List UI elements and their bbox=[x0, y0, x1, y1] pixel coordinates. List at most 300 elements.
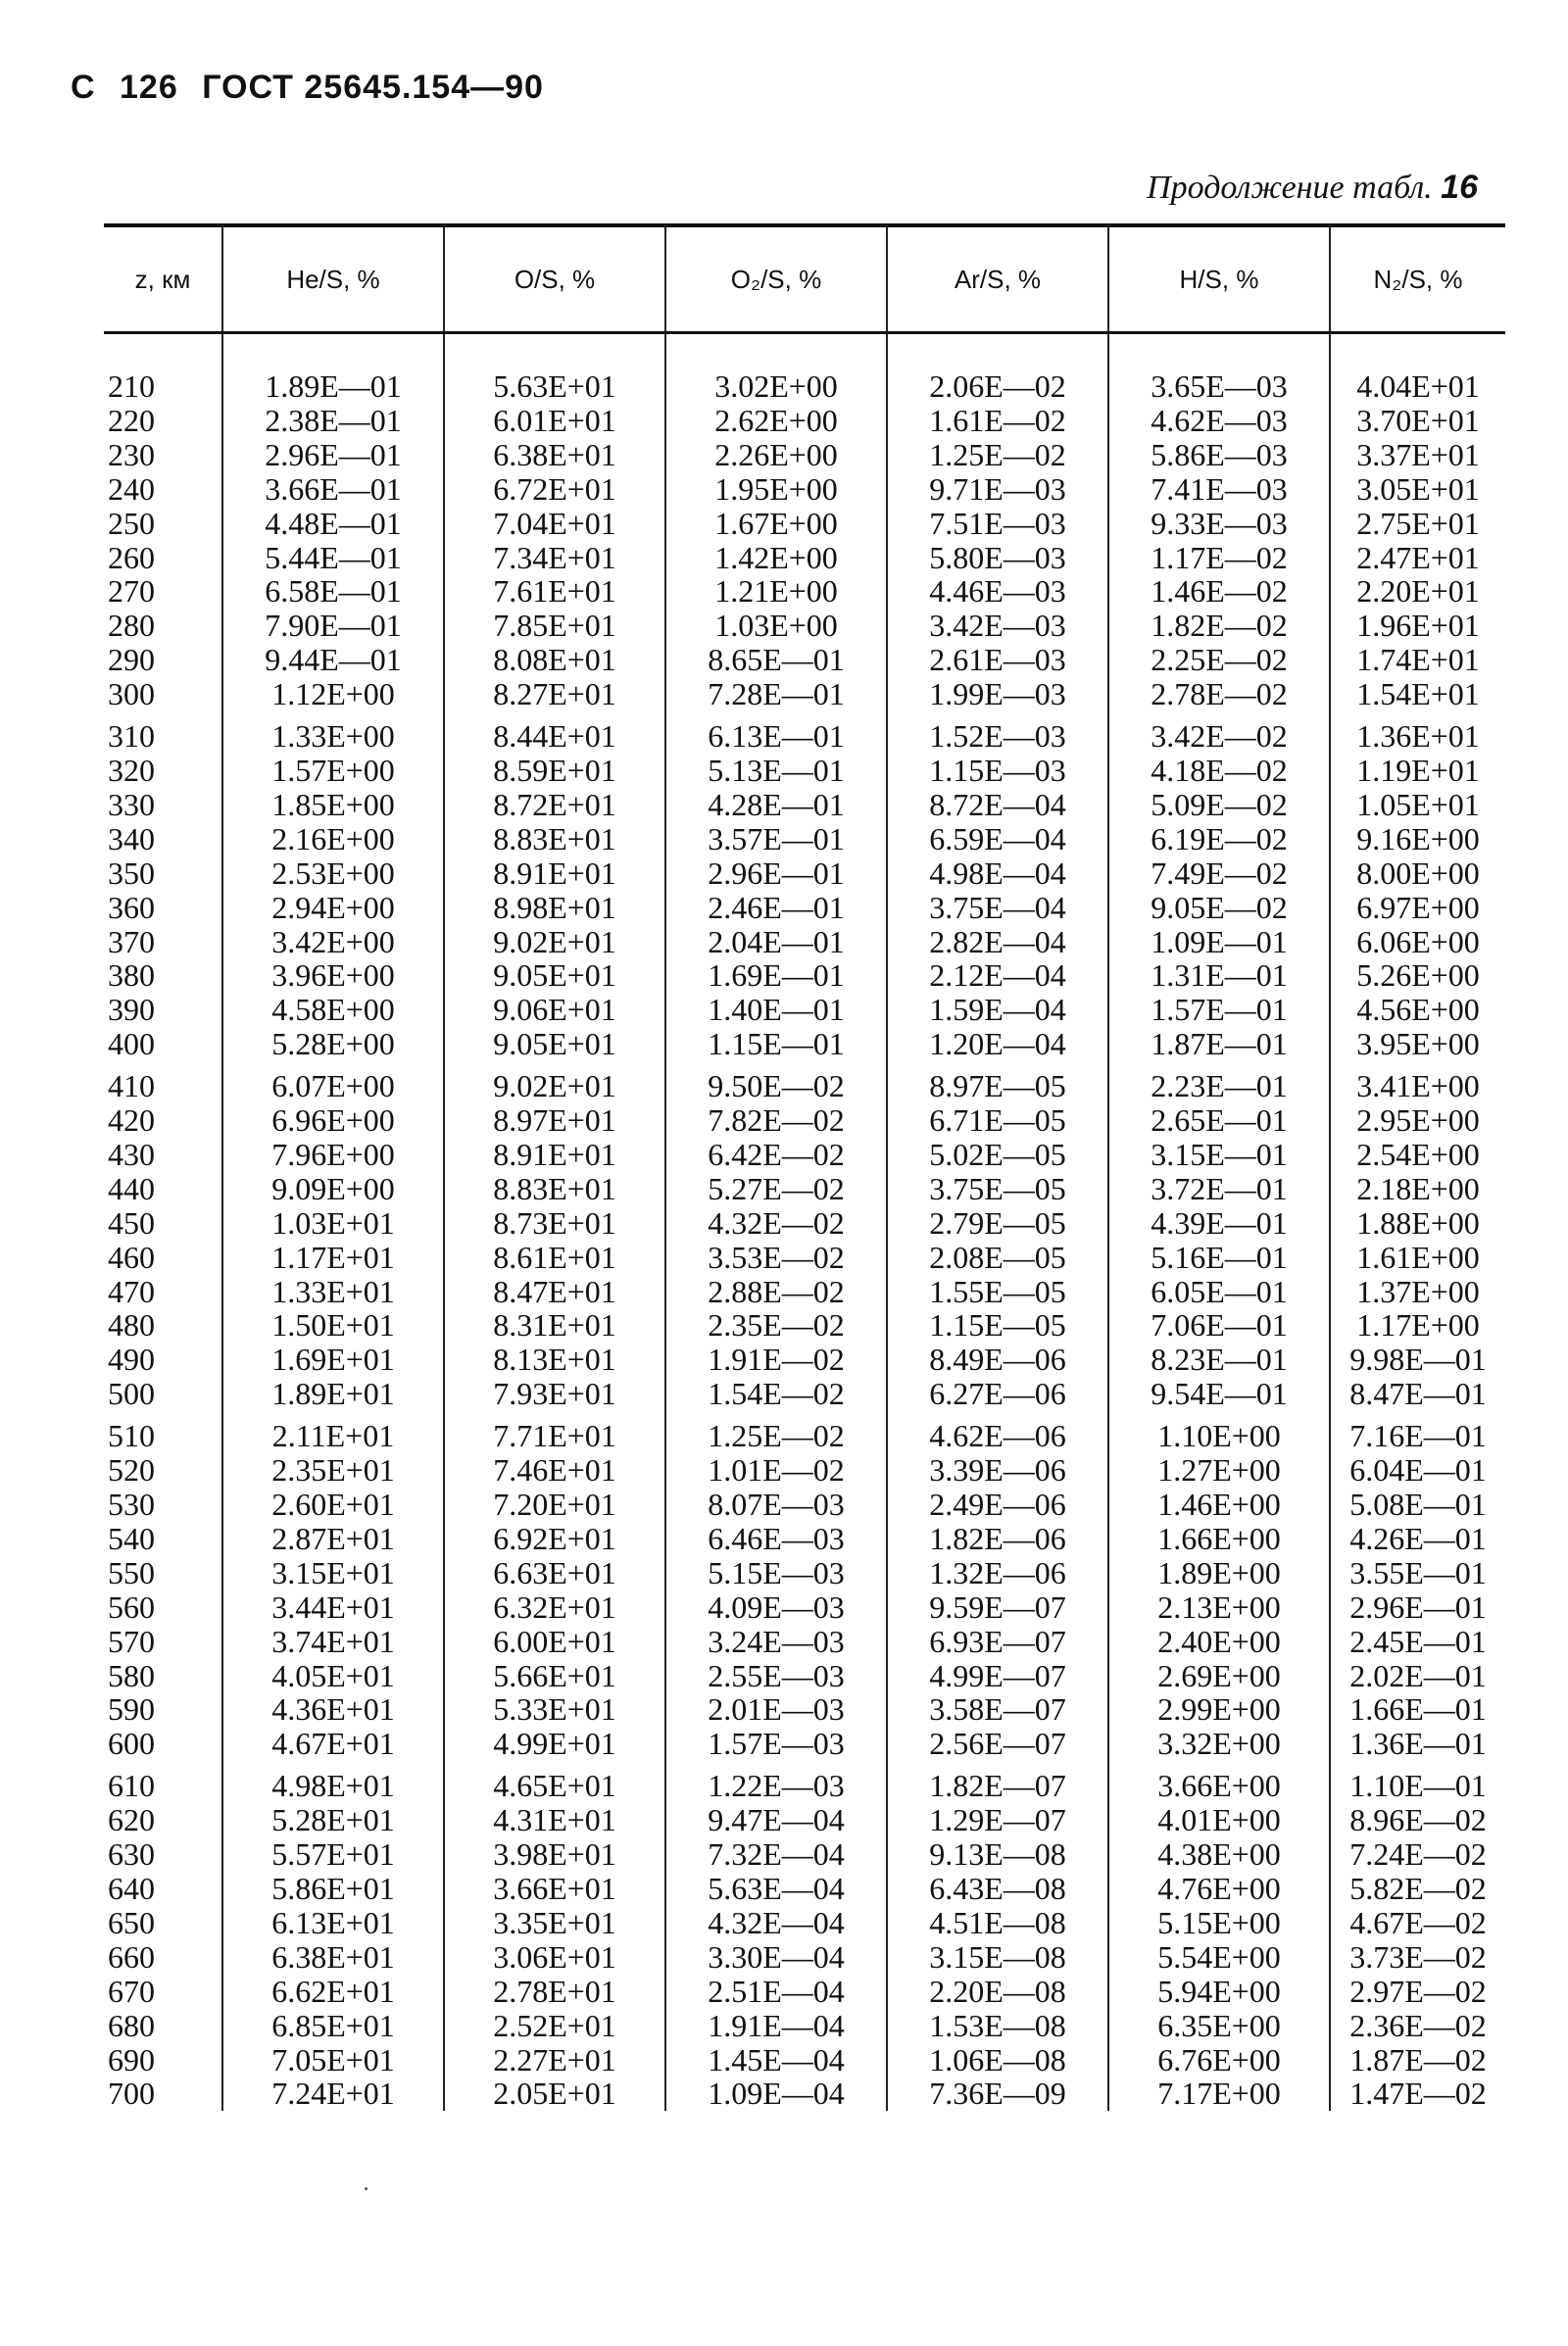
value-cell: 6.43E—08 bbox=[887, 1872, 1108, 1906]
value-cell: 3.65E—03 bbox=[1108, 333, 1330, 404]
value-cell: 9.05E—02 bbox=[1108, 891, 1330, 925]
value-cell: 7.17E+00 bbox=[1108, 2077, 1330, 2111]
value-cell: 1.67E+00 bbox=[665, 507, 887, 541]
value-cell: 1.17E+00 bbox=[1330, 1308, 1505, 1343]
table-number: 16 bbox=[1441, 169, 1478, 206]
value-cell: 1.03E+00 bbox=[665, 609, 887, 643]
altitude-cell: 340 bbox=[108, 820, 155, 856]
altitude-cell: 450 bbox=[108, 1204, 155, 1241]
value-cell: 3.42E—02 bbox=[1108, 711, 1330, 754]
value-cell: 2.56E—07 bbox=[887, 1727, 1108, 1761]
value-cell: 9.50E—02 bbox=[665, 1061, 887, 1103]
value-cell: 1.29E—07 bbox=[887, 1803, 1108, 1837]
table-row bbox=[104, 1138, 1505, 1172]
table-row bbox=[104, 333, 1505, 404]
value-cell: 2.35E+01 bbox=[222, 1453, 444, 1488]
value-cell: 1.27E+00 bbox=[1108, 1453, 1330, 1488]
altitude-cell: 430 bbox=[108, 1136, 155, 1172]
altitude-cell: 470 bbox=[108, 1273, 155, 1309]
value-cell: 4.36E+01 bbox=[222, 1692, 444, 1727]
value-cell: 3.73E—02 bbox=[1330, 1940, 1505, 1975]
altitude-cell: 550 bbox=[108, 1554, 155, 1590]
value-cell: 6.59E—04 bbox=[887, 822, 1108, 856]
table-row bbox=[104, 822, 1505, 856]
value-cell: 2.20E+01 bbox=[1330, 574, 1505, 609]
value-cell: 5.33E+01 bbox=[444, 1692, 665, 1727]
table-row bbox=[104, 1590, 1505, 1625]
value-cell: 1.82E—07 bbox=[887, 1761, 1108, 1803]
table-continuation-caption bbox=[1147, 169, 1478, 207]
value-cell: 5.15E—03 bbox=[665, 1556, 887, 1590]
value-cell: 6.38E+01 bbox=[222, 1940, 444, 1975]
altitude-cell: 350 bbox=[108, 855, 155, 891]
value-cell: 9.09E+00 bbox=[222, 1172, 444, 1206]
table-row bbox=[104, 1975, 1505, 2009]
value-cell: 8.47E+01 bbox=[444, 1275, 665, 1309]
value-cell: 2.53E+00 bbox=[222, 856, 444, 891]
value-cell: 2.05E+01 bbox=[444, 2077, 665, 2111]
value-cell: 9.06E+01 bbox=[444, 993, 665, 1027]
value-cell: 3.41E+00 bbox=[1330, 1061, 1505, 1103]
value-cell: 1.89E—01 bbox=[222, 333, 444, 404]
value-cell: 4.56E+00 bbox=[1330, 993, 1505, 1027]
value-cell: 9.59E—07 bbox=[887, 1590, 1108, 1625]
value-cell: 2.96E—01 bbox=[665, 856, 887, 891]
altitude-cell: 230 bbox=[108, 436, 155, 472]
value-cell: 1.36E—01 bbox=[1330, 1727, 1505, 1761]
value-cell: 8.00E+00 bbox=[1330, 856, 1505, 891]
altitude-cell: 240 bbox=[108, 470, 155, 507]
table-row bbox=[104, 2077, 1505, 2111]
value-cell: 1.10E+00 bbox=[1108, 1411, 1330, 1453]
value-cell: 4.05E+01 bbox=[222, 1659, 444, 1693]
value-cell: 2.12E—04 bbox=[887, 958, 1108, 993]
value-cell: 8.98E+01 bbox=[444, 891, 665, 925]
table-row bbox=[104, 958, 1505, 993]
value-cell: 1.54E+01 bbox=[1330, 677, 1505, 711]
value-cell: 4.26E—01 bbox=[1330, 1522, 1505, 1556]
value-cell: 6.04E—01 bbox=[1330, 1453, 1505, 1488]
altitude-cell: 480 bbox=[108, 1307, 155, 1344]
value-cell: 1.03E+01 bbox=[222, 1206, 444, 1241]
altitude-cell: 370 bbox=[108, 923, 155, 959]
table-row bbox=[104, 1411, 1505, 1453]
altitude-cell: 380 bbox=[108, 957, 155, 994]
table-row bbox=[104, 1027, 1505, 1061]
table-row bbox=[104, 1488, 1505, 1522]
value-cell: 6.72E+01 bbox=[444, 472, 665, 507]
value-cell: 4.38E+00 bbox=[1108, 1837, 1330, 1872]
value-cell: 8.08E+01 bbox=[444, 643, 665, 677]
table-row bbox=[104, 1727, 1505, 1761]
value-cell: 8.65E—01 bbox=[665, 643, 887, 677]
value-cell: 1.46E—02 bbox=[1108, 574, 1330, 609]
value-cell: 1.96E+01 bbox=[1330, 609, 1505, 643]
value-cell: 3.05E+01 bbox=[1330, 472, 1505, 507]
value-cell: 3.39E—06 bbox=[887, 1453, 1108, 1488]
value-cell: 3.98E+01 bbox=[444, 1837, 665, 1872]
value-cell: 1.46E+00 bbox=[1108, 1488, 1330, 1522]
value-cell: 1.55E—05 bbox=[887, 1275, 1108, 1309]
value-cell: 1.25E—02 bbox=[665, 1411, 887, 1453]
value-cell: 6.38E+01 bbox=[444, 438, 665, 472]
altitude-cell: 420 bbox=[108, 1102, 155, 1139]
altitude-cell: 540 bbox=[108, 1520, 155, 1556]
table-row bbox=[104, 1761, 1505, 1803]
value-cell: 8.49E—06 bbox=[887, 1343, 1108, 1377]
value-cell: 1.21E+00 bbox=[665, 574, 887, 609]
value-cell: 1.45E—04 bbox=[665, 2043, 887, 2077]
value-cell: 1.32E—06 bbox=[887, 1556, 1108, 1590]
value-cell: 6.32E+01 bbox=[444, 1590, 665, 1625]
value-cell: 4.46E—03 bbox=[887, 574, 1108, 609]
value-cell: 1.66E—01 bbox=[1330, 1692, 1505, 1727]
altitude-cell: 600 bbox=[108, 1726, 155, 1762]
table-row bbox=[104, 507, 1505, 541]
table-row bbox=[104, 1659, 1505, 1693]
column-header: Ar/S, % bbox=[887, 225, 1108, 333]
column-header: He/S, % bbox=[222, 225, 444, 333]
table-row bbox=[104, 2043, 1505, 2077]
altitude-cell: 510 bbox=[108, 1418, 155, 1454]
value-cell: 6.00E+01 bbox=[444, 1625, 665, 1659]
value-cell: 2.45E—01 bbox=[1330, 1625, 1505, 1659]
value-cell: 6.71E—05 bbox=[887, 1103, 1108, 1138]
value-cell: 1.15E—03 bbox=[887, 754, 1108, 788]
value-cell: 2.88E—02 bbox=[665, 1275, 887, 1309]
column-header: H/S, % bbox=[1108, 225, 1330, 333]
value-cell: 7.41E—03 bbox=[1108, 472, 1330, 507]
value-cell: 7.51E—03 bbox=[887, 507, 1108, 541]
value-cell: 1.52E—03 bbox=[887, 711, 1108, 754]
table-row bbox=[104, 1343, 1505, 1377]
value-cell: 8.31E+01 bbox=[444, 1308, 665, 1343]
value-cell: 2.54E+00 bbox=[1330, 1138, 1505, 1172]
value-cell: 1.85E+00 bbox=[222, 788, 444, 822]
value-cell: 2.79E—05 bbox=[887, 1206, 1108, 1241]
value-cell: 8.13E+01 bbox=[444, 1343, 665, 1377]
value-cell: 9.02E+01 bbox=[444, 1061, 665, 1103]
value-cell: 2.96E—01 bbox=[222, 438, 444, 472]
value-cell: 2.97E—02 bbox=[1330, 1975, 1505, 2009]
value-cell: 5.54E+00 bbox=[1108, 1940, 1330, 1975]
value-cell: 5.80E—03 bbox=[887, 541, 1108, 575]
value-cell: 7.96E+00 bbox=[222, 1138, 444, 1172]
altitude-cell: 400 bbox=[108, 1026, 155, 1062]
table-row bbox=[104, 754, 1505, 788]
value-cell: 7.06E—01 bbox=[1108, 1308, 1330, 1343]
value-cell: 1.09E—04 bbox=[665, 2077, 887, 2111]
value-cell: 6.46E—03 bbox=[665, 1522, 887, 1556]
value-cell: 7.90E—01 bbox=[222, 609, 444, 643]
value-cell: 1.61E+00 bbox=[1330, 1241, 1505, 1275]
table-row bbox=[104, 1275, 1505, 1309]
table-row bbox=[104, 1872, 1505, 1906]
value-cell: 7.28E—01 bbox=[665, 677, 887, 711]
value-cell: 6.93E—07 bbox=[887, 1625, 1108, 1659]
value-cell: 3.02E+00 bbox=[665, 333, 887, 404]
value-cell: 8.97E+01 bbox=[444, 1103, 665, 1138]
value-cell: 7.49E—02 bbox=[1108, 856, 1330, 891]
altitude-cell: 270 bbox=[108, 573, 155, 610]
value-cell: 8.83E+01 bbox=[444, 822, 665, 856]
value-cell: 5.86E+01 bbox=[222, 1872, 444, 1906]
value-cell: 3.42E+00 bbox=[222, 925, 444, 959]
value-cell: 9.13E—08 bbox=[887, 1837, 1108, 1872]
column-header: N₂/S, % bbox=[1330, 225, 1505, 333]
value-cell: 4.99E—07 bbox=[887, 1659, 1108, 1693]
value-cell: 2.62E+00 bbox=[665, 404, 887, 438]
value-cell: 1.05E+01 bbox=[1330, 788, 1505, 822]
value-cell: 5.66E+01 bbox=[444, 1659, 665, 1693]
value-cell: 7.93E+01 bbox=[444, 1377, 665, 1411]
value-cell: 1.17E+01 bbox=[222, 1241, 444, 1275]
value-cell: 1.87E—02 bbox=[1330, 2043, 1505, 2077]
value-cell: 1.87E—01 bbox=[1108, 1027, 1330, 1061]
table-row bbox=[104, 1308, 1505, 1343]
altitude-cell: 630 bbox=[108, 1836, 155, 1873]
value-cell: 3.42E—03 bbox=[887, 609, 1108, 643]
value-cell: 1.91E—04 bbox=[665, 2009, 887, 2043]
table-row bbox=[104, 1103, 1505, 1138]
value-cell: 5.09E—02 bbox=[1108, 788, 1330, 822]
value-cell: 6.13E—01 bbox=[665, 711, 887, 754]
value-cell: 2.25E—02 bbox=[1108, 643, 1330, 677]
value-cell: 2.13E+00 bbox=[1108, 1590, 1330, 1625]
table-row bbox=[104, 856, 1505, 891]
value-cell: 3.75E—04 bbox=[887, 891, 1108, 925]
value-cell: 7.05E+01 bbox=[222, 2043, 444, 2077]
value-cell: 8.83E+01 bbox=[444, 1172, 665, 1206]
value-cell: 4.98E+01 bbox=[222, 1761, 444, 1803]
value-cell: 8.73E+01 bbox=[444, 1206, 665, 1241]
value-cell: 3.06E+01 bbox=[444, 1940, 665, 1975]
value-cell: 5.63E—04 bbox=[665, 1872, 887, 1906]
value-cell: 9.02E+01 bbox=[444, 925, 665, 959]
table-header-row bbox=[104, 225, 1505, 333]
value-cell: 8.27E+01 bbox=[444, 677, 665, 711]
value-cell: 7.82E—02 bbox=[665, 1103, 887, 1138]
value-cell: 1.54E—02 bbox=[665, 1377, 887, 1411]
table-row bbox=[104, 472, 1505, 507]
value-cell: 1.37E+00 bbox=[1330, 1275, 1505, 1309]
altitude-cell: 300 bbox=[108, 676, 155, 712]
value-cell: 7.36E—09 bbox=[887, 2077, 1108, 2111]
value-cell: 1.88E+00 bbox=[1330, 1206, 1505, 1241]
altitude-cell: 580 bbox=[108, 1657, 155, 1693]
value-cell: 2.55E—03 bbox=[665, 1659, 887, 1693]
table-row bbox=[104, 925, 1505, 959]
value-cell: 7.32E—04 bbox=[665, 1837, 887, 1872]
value-cell: 9.54E—01 bbox=[1108, 1377, 1330, 1411]
altitude-cell: 650 bbox=[108, 1904, 155, 1940]
value-cell: 4.62E—06 bbox=[887, 1411, 1108, 1453]
altitude-cell: 570 bbox=[108, 1623, 155, 1659]
value-cell: 2.78E—02 bbox=[1108, 677, 1330, 711]
table-row bbox=[104, 1241, 1505, 1275]
value-cell: 1.20E—04 bbox=[887, 1027, 1108, 1061]
value-cell: 4.51E—08 bbox=[887, 1906, 1108, 1940]
value-cell: 3.37E+01 bbox=[1330, 438, 1505, 472]
value-cell: 7.16E—01 bbox=[1330, 1411, 1505, 1453]
column-header: O/S, % bbox=[444, 225, 665, 333]
table-row bbox=[104, 2009, 1505, 2043]
altitude-cell: 500 bbox=[108, 1376, 155, 1412]
table-row bbox=[104, 1803, 1505, 1837]
value-cell: 5.13E—01 bbox=[665, 754, 887, 788]
value-cell: 3.35E+01 bbox=[444, 1906, 665, 1940]
table-row bbox=[104, 609, 1505, 643]
value-cell: 6.62E+01 bbox=[222, 1975, 444, 2009]
table-row bbox=[104, 1906, 1505, 1940]
value-cell: 4.01E+00 bbox=[1108, 1803, 1330, 1837]
value-cell: 1.15E—05 bbox=[887, 1308, 1108, 1343]
table-row bbox=[104, 574, 1505, 609]
value-cell: 1.57E—01 bbox=[1108, 993, 1330, 1027]
value-cell: 1.09E—01 bbox=[1108, 925, 1330, 959]
value-cell: 3.57E—01 bbox=[665, 822, 887, 856]
value-cell: 1.06E—08 bbox=[887, 2043, 1108, 2077]
value-cell: 8.97E—05 bbox=[887, 1061, 1108, 1103]
value-cell: 1.40E—01 bbox=[665, 993, 887, 1027]
value-cell: 2.82E—04 bbox=[887, 925, 1108, 959]
value-cell: 7.71E+01 bbox=[444, 1411, 665, 1453]
value-cell: 2.49E—06 bbox=[887, 1488, 1108, 1522]
value-cell: 1.59E—04 bbox=[887, 993, 1108, 1027]
value-cell: 4.76E+00 bbox=[1108, 1872, 1330, 1906]
altitude-cell: 560 bbox=[108, 1588, 155, 1625]
value-cell: 1.19E+01 bbox=[1330, 754, 1505, 788]
value-cell: 5.02E—05 bbox=[887, 1138, 1108, 1172]
table-row bbox=[104, 993, 1505, 1027]
altitude-cell: 660 bbox=[108, 1938, 155, 1975]
value-cell: 3.15E+01 bbox=[222, 1556, 444, 1590]
value-cell: 5.28E+00 bbox=[222, 1027, 444, 1061]
table-row bbox=[104, 788, 1505, 822]
value-cell: 6.58E—01 bbox=[222, 574, 444, 609]
value-cell: 9.44E—01 bbox=[222, 643, 444, 677]
table-row bbox=[104, 677, 1505, 711]
value-cell: 7.24E—02 bbox=[1330, 1837, 1505, 1872]
table-row bbox=[104, 1061, 1505, 1103]
value-cell: 3.55E—01 bbox=[1330, 1556, 1505, 1590]
value-cell: 2.36E—02 bbox=[1330, 2009, 1505, 2043]
altitude-cell: 460 bbox=[108, 1239, 155, 1275]
altitude-cell: 360 bbox=[108, 889, 155, 925]
altitude-cell: 620 bbox=[108, 1802, 155, 1838]
table-row bbox=[104, 1377, 1505, 1411]
column-header: O₂/S, % bbox=[665, 225, 887, 333]
value-cell: 1.42E+00 bbox=[665, 541, 887, 575]
value-cell: 6.13E+01 bbox=[222, 1906, 444, 1940]
value-cell: 7.61E+01 bbox=[444, 574, 665, 609]
value-cell: 3.58E—07 bbox=[887, 1692, 1108, 1727]
value-cell: 7.04E+01 bbox=[444, 507, 665, 541]
value-cell: 3.70E+01 bbox=[1330, 404, 1505, 438]
table-row bbox=[104, 1837, 1505, 1872]
altitude-cell: 210 bbox=[108, 368, 155, 404]
value-cell: 2.69E+00 bbox=[1108, 1659, 1330, 1693]
value-cell: 3.96E+00 bbox=[222, 958, 444, 993]
value-cell: 2.04E—01 bbox=[665, 925, 887, 959]
value-cell: 1.91E—02 bbox=[665, 1343, 887, 1377]
value-cell: 9.16E+00 bbox=[1330, 822, 1505, 856]
atmosphere-composition-table bbox=[104, 223, 1505, 2111]
value-cell: 1.33E+00 bbox=[222, 711, 444, 754]
value-cell: 1.33E+01 bbox=[222, 1275, 444, 1309]
value-cell: 4.58E+00 bbox=[222, 993, 444, 1027]
table-row bbox=[104, 1172, 1505, 1206]
altitude-cell: 610 bbox=[108, 1768, 155, 1804]
altitude-cell: 490 bbox=[108, 1342, 155, 1378]
value-cell: 9.05E+01 bbox=[444, 958, 665, 993]
column-header: z, км bbox=[104, 225, 222, 333]
value-cell: 8.59E+01 bbox=[444, 754, 665, 788]
altitude-cell: 590 bbox=[108, 1691, 155, 1728]
value-cell: 4.32E—04 bbox=[665, 1906, 887, 1940]
value-cell: 5.57E+01 bbox=[222, 1837, 444, 1872]
value-cell: 4.67E—02 bbox=[1330, 1906, 1505, 1940]
value-cell: 6.05E—01 bbox=[1108, 1275, 1330, 1309]
value-cell: 5.28E+01 bbox=[222, 1803, 444, 1837]
value-cell: 9.71E—03 bbox=[887, 472, 1108, 507]
value-cell: 1.99E—03 bbox=[887, 677, 1108, 711]
value-cell: 2.35E—02 bbox=[665, 1308, 887, 1343]
value-cell: 4.39E—01 bbox=[1108, 1206, 1330, 1241]
value-cell: 2.94E+00 bbox=[222, 891, 444, 925]
table-row bbox=[104, 1206, 1505, 1241]
value-cell: 1.12E+00 bbox=[222, 677, 444, 711]
value-cell: 3.44E+01 bbox=[222, 1590, 444, 1625]
value-cell: 1.74E+01 bbox=[1330, 643, 1505, 677]
value-cell: 8.07E—03 bbox=[665, 1488, 887, 1522]
value-cell: 6.92E+01 bbox=[444, 1522, 665, 1556]
altitude-cell: 280 bbox=[108, 608, 155, 644]
value-cell: 2.96E—01 bbox=[1330, 1590, 1505, 1625]
value-cell: 5.15E+00 bbox=[1108, 1906, 1330, 1940]
value-cell: 4.18E—02 bbox=[1108, 754, 1330, 788]
value-cell: 2.47E+01 bbox=[1330, 541, 1505, 575]
value-cell: 5.16E—01 bbox=[1108, 1241, 1330, 1275]
value-cell: 1.47E—02 bbox=[1330, 2077, 1505, 2111]
altitude-cell: 700 bbox=[108, 2076, 155, 2112]
standard-mark: C bbox=[71, 69, 96, 106]
altitude-cell: 670 bbox=[108, 1973, 155, 2009]
value-cell: 1.82E—06 bbox=[887, 1522, 1108, 1556]
value-cell: 4.09E—03 bbox=[665, 1590, 887, 1625]
value-cell: 3.66E+00 bbox=[1108, 1761, 1330, 1803]
table-row bbox=[104, 1522, 1505, 1556]
value-cell: 7.34E+01 bbox=[444, 541, 665, 575]
altitude-cell: 260 bbox=[108, 539, 155, 575]
value-cell: 8.23E—01 bbox=[1108, 1343, 1330, 1377]
value-cell: 1.57E—03 bbox=[665, 1727, 887, 1761]
value-cell: 1.50E+01 bbox=[222, 1308, 444, 1343]
value-cell: 3.74E+01 bbox=[222, 1625, 444, 1659]
table-row bbox=[104, 1625, 1505, 1659]
value-cell: 3.15E—01 bbox=[1108, 1138, 1330, 1172]
value-cell: 2.75E+01 bbox=[1330, 507, 1505, 541]
value-cell: 6.35E+00 bbox=[1108, 2009, 1330, 2043]
value-cell: 7.85E+01 bbox=[444, 609, 665, 643]
value-cell: 2.26E+00 bbox=[665, 438, 887, 472]
value-cell: 8.72E—04 bbox=[887, 788, 1108, 822]
value-cell: 1.31E—01 bbox=[1108, 958, 1330, 993]
value-cell: 2.65E—01 bbox=[1108, 1103, 1330, 1138]
altitude-cell: 220 bbox=[108, 402, 155, 438]
value-cell: 8.61E+01 bbox=[444, 1241, 665, 1275]
value-cell: 1.89E+00 bbox=[1108, 1556, 1330, 1590]
